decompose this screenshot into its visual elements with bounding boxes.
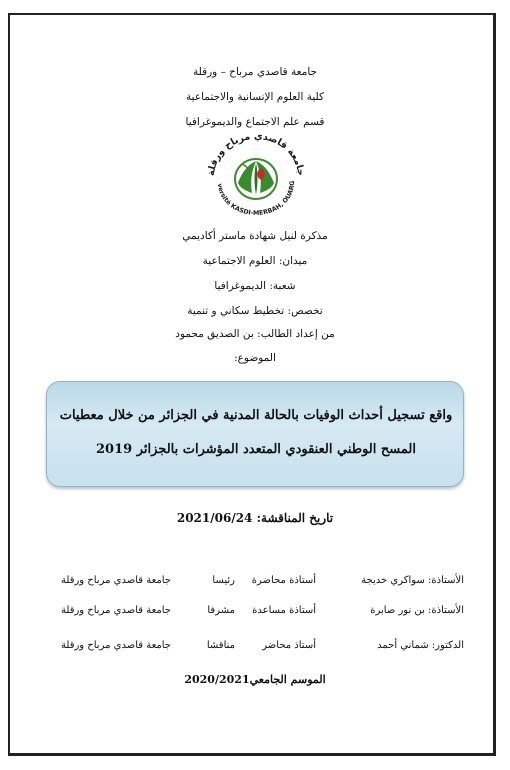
branch: شعبة: الديموغرافيا <box>214 280 296 292</box>
member-rank: أستاذة مساعدة <box>252 605 316 616</box>
member-name: الأستاذة: بن نور صابرة <box>370 605 464 616</box>
specialty: تخصص: تخطيط سكاني و تنمية <box>187 305 323 317</box>
department-name: قسم علم الاجتماع والديموغرافيا <box>185 116 325 128</box>
title-box <box>46 381 464 487</box>
academic-year: الموسم الجامعي2020/2021 <box>184 673 326 686</box>
member-name: الدكتور: شماني أحمد <box>377 640 464 651</box>
member-rank: أستاذ محاضر <box>262 640 316 651</box>
logo-arabic-text: جامعة قاصدي مرباح ورقلة <box>205 133 307 177</box>
thesis-type: مذكرة لنيل شهادة ماستر أكاديمي <box>182 230 328 242</box>
subject-label: الموضوع: <box>234 352 276 364</box>
member-institution: جامعة قاصدي مرباح ورقلة <box>61 605 171 616</box>
title-line-2: المسح الوطني العنقودي المتعدد المؤشرات بالجزائر 2019 <box>96 442 416 457</box>
faculty-name: كلية العلوم الإنسانية والاجتماعية <box>186 91 324 103</box>
student-name: من إعداد الطالب: بن الصديق محمود <box>175 328 335 340</box>
member-rank: أستاذة محاضرة <box>251 575 316 586</box>
university-logo <box>200 133 312 217</box>
logo-latin-text: versité KASDI-MERBAH, OUARG <box>215 180 297 217</box>
university-name: جامعة قاصدي مرباح – ورقلة <box>192 66 318 78</box>
member-role: مشرفا <box>207 605 235 616</box>
member-institution: جامعة قاصدي مرباح ورقلة <box>61 575 171 586</box>
member-name: الأستاذة: سواكري خديجة <box>361 575 464 586</box>
member-role: مناقشا <box>206 640 235 651</box>
member-institution: جامعة قاصدي مرباح ورقلة <box>61 640 171 651</box>
defense-date: تاريخ المناقشة: 2021/06/24 <box>176 511 334 525</box>
title-line-1: واقع تسجيل أحداث الوفيات بالحالة المدنية في الجزائر من خلال معطيات <box>59 408 453 423</box>
member-role: رئيسا <box>212 575 235 586</box>
field: ميدان: العلوم الاجتماعية <box>202 255 308 267</box>
